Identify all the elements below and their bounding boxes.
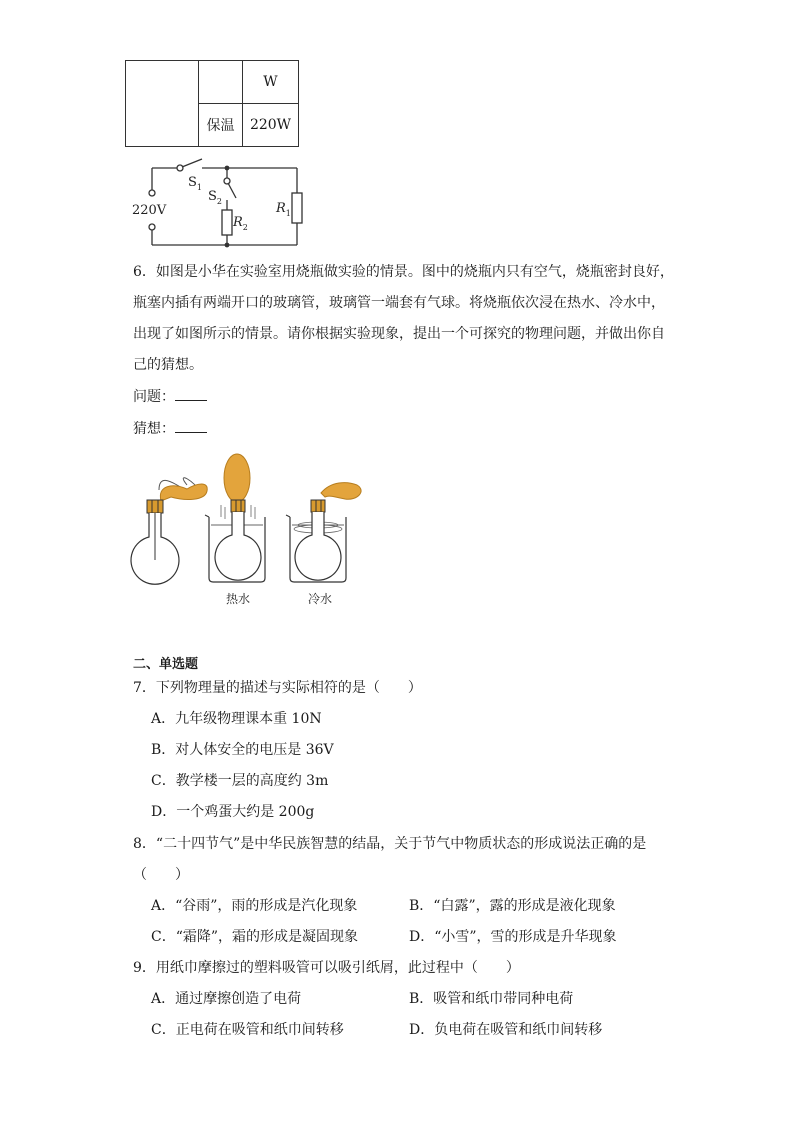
answer-blank[interactable] (175, 386, 207, 401)
q6-line-3: 出现了如图所示的情景。请你根据实验现象，提出一个可探究的物理问题，并做出你自 (133, 326, 665, 342)
q7-option-d[interactable]: D．一个鸡蛋大约是 200g (151, 804, 315, 820)
switch-contact (177, 165, 183, 171)
q7-stem: 7．下列物理量的描述与实际相符的是（ ） (133, 680, 422, 696)
terminal (149, 190, 155, 196)
q6-guess-row (133, 418, 207, 439)
balloon-inflated (224, 454, 250, 502)
q9-option-d[interactable]: D．负电荷在吸管和纸巾间转移 (409, 1022, 603, 1038)
table-empty-cell (126, 61, 199, 147)
flask-body (295, 512, 341, 580)
r1-label: $R_1$ (276, 201, 291, 218)
q7-option-b[interactable]: B．对人体安全的电压是 36V (151, 742, 334, 758)
q9-option-b[interactable]: B．吸管和纸巾带同种电荷 (409, 991, 574, 1007)
q8-stem: 8．“二十四节气”是中华民族智慧的结晶，关于节气中物质状态的形成说法正确的是 (133, 836, 647, 852)
junction-dot (225, 166, 230, 171)
balloon (160, 484, 207, 501)
voltage-label: 220V (132, 203, 167, 218)
q8-option-c[interactable]: C．“霜降”，霜的形成是凝固现象 (151, 929, 359, 945)
guess-label: 猜想： (133, 421, 175, 437)
flask-room (131, 478, 207, 585)
flask-body (215, 512, 261, 580)
stopper (231, 500, 245, 512)
answer-blank[interactable] (175, 418, 207, 433)
flask-hot (205, 454, 265, 582)
flask-cold (286, 483, 361, 582)
power-spec-table (125, 60, 299, 147)
q8-option-a[interactable]: A．“谷雨”，雨的形成是汽化现象 (151, 898, 358, 914)
q8-paren: （ ） (133, 867, 189, 883)
q6-question-row (133, 386, 207, 407)
q6-line-2: 瓶塞内插有两端开口的玻璃管，玻璃管一端套有气球。将烧瓶依次浸在热水、冷水中， (133, 295, 665, 311)
table-cell (199, 61, 243, 104)
junction-dot (225, 243, 230, 248)
resistor-r1 (292, 193, 302, 223)
q9-option-a[interactable]: A．通过摩擦创造了电荷 (151, 991, 302, 1007)
table-cell: W (243, 61, 299, 104)
table-cell: 保温 (199, 104, 243, 147)
q6-line-4: 己的猜想。 (133, 357, 203, 373)
switch-contact (224, 178, 230, 184)
table-cell: 220W (243, 104, 299, 147)
s1-label: $S_1$ (188, 175, 202, 192)
section-title: 二、单选题 (133, 657, 199, 672)
stopper (311, 500, 325, 512)
q7-option-c[interactable]: C．教学楼一层的高度约 3m (151, 773, 329, 789)
question-label: 问题： (133, 389, 175, 405)
terminal (149, 224, 155, 230)
stopper (147, 500, 163, 513)
r2-label: $R_2$ (233, 215, 248, 232)
q8-option-b[interactable]: B．“白露”，露的形成是液化现象 (409, 898, 616, 914)
q8-option-d[interactable]: D．“小雪”，雪的形成是升华现象 (409, 929, 617, 945)
resistor-r2 (222, 210, 232, 235)
flask-experiment-figure (125, 445, 375, 610)
balloon (321, 483, 361, 500)
q9-option-c[interactable]: C．正电荷在吸管和纸巾间转移 (151, 1022, 344, 1038)
s2-label: $S_2$ (208, 189, 222, 206)
q9-stem: 9．用纸巾摩擦过的塑料吸管可以吸引纸屑，此过程中（ ） (133, 960, 520, 976)
q7-option-a[interactable]: A．九年级物理课本重 10N (151, 711, 322, 727)
q6-line-1: 6．如图是小华在实验室用烧瓶做实验的情景。图中的烧瓶内只有空气，烧瓶密封良好， (133, 264, 674, 280)
cold-water-label: 冷水 (308, 592, 333, 606)
switch-s1-blade (182, 159, 202, 167)
circuit-diagram (120, 150, 320, 250)
hot-water-label: 热水 (226, 592, 251, 606)
switch-s2-blade (228, 183, 236, 198)
